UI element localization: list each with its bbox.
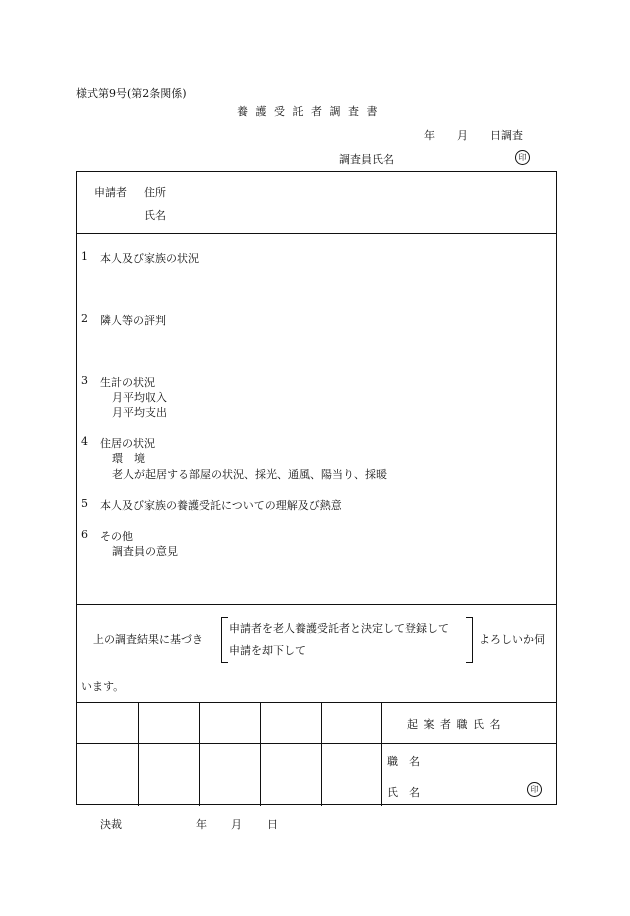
divider <box>77 702 556 703</box>
applicant-address-label: 住所 <box>144 186 166 199</box>
seal-icon: 印 <box>515 150 530 165</box>
grid-line <box>138 702 139 806</box>
section-4-num: 4 <box>81 435 88 448</box>
date-day: 日調査 <box>490 129 523 142</box>
drafter-position-label: 職 名 <box>387 755 420 768</box>
decision-prefix: 上の調査結果に基づき <box>93 633 203 646</box>
applicant-label: 申請者 <box>94 186 127 199</box>
section-3-item: 月平均収入 <box>112 391 167 404</box>
section-4-item: 老人が起居する部屋の状況、採光、通風、陽当り、採暖 <box>112 468 387 481</box>
section-3-item: 月平均支出 <box>112 406 167 419</box>
section-6-item: 調査員の意見 <box>112 545 178 558</box>
right-bracket <box>466 617 473 663</box>
section-3-num: 3 <box>81 374 88 387</box>
decision-suffix: よろしいか伺 <box>479 633 545 646</box>
grid-line <box>260 702 261 806</box>
divider <box>77 743 556 744</box>
divider <box>77 604 556 605</box>
applicant-name-label: 氏名 <box>144 209 166 222</box>
date-year: 年 <box>424 129 435 142</box>
section-5-title: 本人及び家族の養護受託についての理解及び熱意 <box>100 499 342 512</box>
decision-continuation: います。 <box>81 680 125 693</box>
section-5-num: 5 <box>81 497 88 510</box>
page-title: 養 護 受 託 者 調 査 書 <box>237 105 380 118</box>
section-1-num: 1 <box>81 250 88 263</box>
approval-day: 日 <box>267 818 278 831</box>
investigator-label: 調査員氏名 <box>339 153 394 166</box>
grid-line <box>199 702 200 806</box>
form-number: 様式第9号(第2条関係) <box>76 87 187 100</box>
left-bracket <box>221 617 228 663</box>
divider <box>77 233 556 234</box>
drafter-header: 起 案 者 職 氏 名 <box>407 718 502 731</box>
grid-line <box>321 702 322 806</box>
section-4-title: 住居の状況 <box>100 437 155 450</box>
approval-label: 決裁 <box>100 818 122 831</box>
section-6-title: その他 <box>100 530 133 543</box>
section-1-title: 本人及び家族の状況 <box>100 252 199 265</box>
decision-option-reject: 申請を却下して <box>229 644 306 657</box>
section-2-num: 2 <box>81 312 88 325</box>
section-2-title: 隣人等の評判 <box>100 314 166 327</box>
section-4-item: 環 境 <box>112 452 145 465</box>
drafter-name-label: 氏 名 <box>387 786 420 799</box>
survey-form <box>76 171 557 805</box>
date-month: 月 <box>457 129 468 142</box>
decision-option-approve: 申請者を老人養護受託者と決定して登録して <box>229 622 449 635</box>
approval-month: 月 <box>231 818 242 831</box>
section-3-title: 生計の状況 <box>100 376 155 389</box>
section-6-num: 6 <box>81 528 88 541</box>
approval-year: 年 <box>196 818 207 831</box>
seal-icon: 印 <box>527 782 542 797</box>
grid-line <box>381 702 382 806</box>
